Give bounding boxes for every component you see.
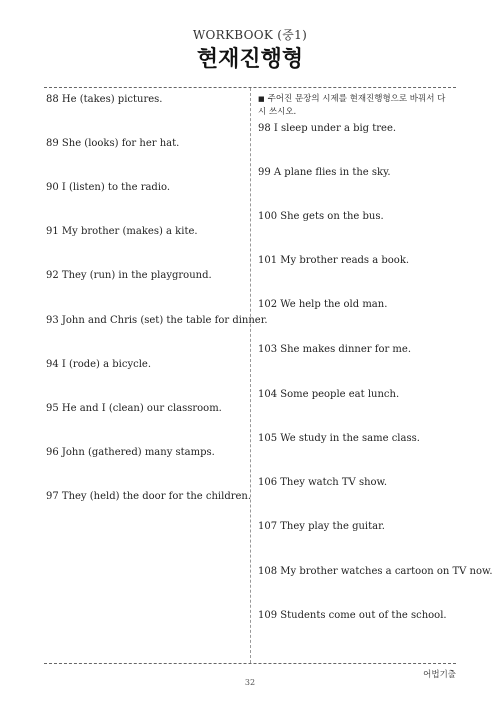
exercise-item: 97 They (held) the door for the children.: [46, 491, 252, 502]
instruction: [258, 93, 453, 119]
footer-brand: 어법기출: [423, 670, 456, 680]
page-number: 32: [244, 678, 256, 687]
exercise-item: 108 My brother watches a cartoon on TV now.: [258, 566, 493, 577]
exercise-item: 93 John and Chris (set) the table for dinner.: [46, 315, 268, 326]
exercise-item: 100 She gets on the bus.: [258, 211, 384, 222]
exercise-item: 91 My brother (makes) a kite.: [46, 226, 198, 237]
exercise-item: 88 He (takes) pictures.: [46, 94, 163, 105]
exercise-item: 102 We help the old man.: [258, 299, 388, 310]
exercise-item: 101 My brother reads a book.: [258, 255, 410, 266]
exercise-item: 89 She (looks) for her hat.: [46, 138, 180, 149]
exercise-item: 92 They (run) in the playground.: [46, 270, 212, 281]
page-title: 현재진행형: [196, 47, 304, 72]
exercise-item: 105 We study in the same class.: [258, 433, 420, 444]
exercise-item: 94 I (rode) a bicycle.: [46, 359, 152, 370]
page-subtitle: WORKBOOK (중1): [192, 28, 308, 42]
exercise-item: 99 A plane flies in the sky.: [258, 167, 391, 178]
exercise-item: 106 They watch TV show.: [258, 477, 388, 488]
instruction-text: 주어진 문장의 시제를 현재진행형으로 바꿔서 다시 쓰시오.: [258, 94, 446, 117]
column-divider: [250, 88, 251, 663]
exercise-item: 109 Students come out of the school.: [258, 610, 447, 621]
square-bullet-icon: ■: [258, 95, 265, 103]
bottom-rule: [44, 663, 456, 664]
exercise-item: 103 She makes dinner for me.: [258, 344, 412, 355]
exercise-item: 96 John (gathered) many stamps.: [46, 447, 215, 458]
exercise-item: 107 They play the guitar.: [258, 521, 385, 532]
exercise-item: 104 Some people eat lunch.: [258, 389, 400, 400]
exercise-item: 90 I (listen) to the radio.: [46, 182, 171, 193]
exercise-item: 95 He and I (clean) our classroom.: [46, 403, 222, 414]
exercise-item: 98 I sleep under a big tree.: [258, 123, 397, 134]
